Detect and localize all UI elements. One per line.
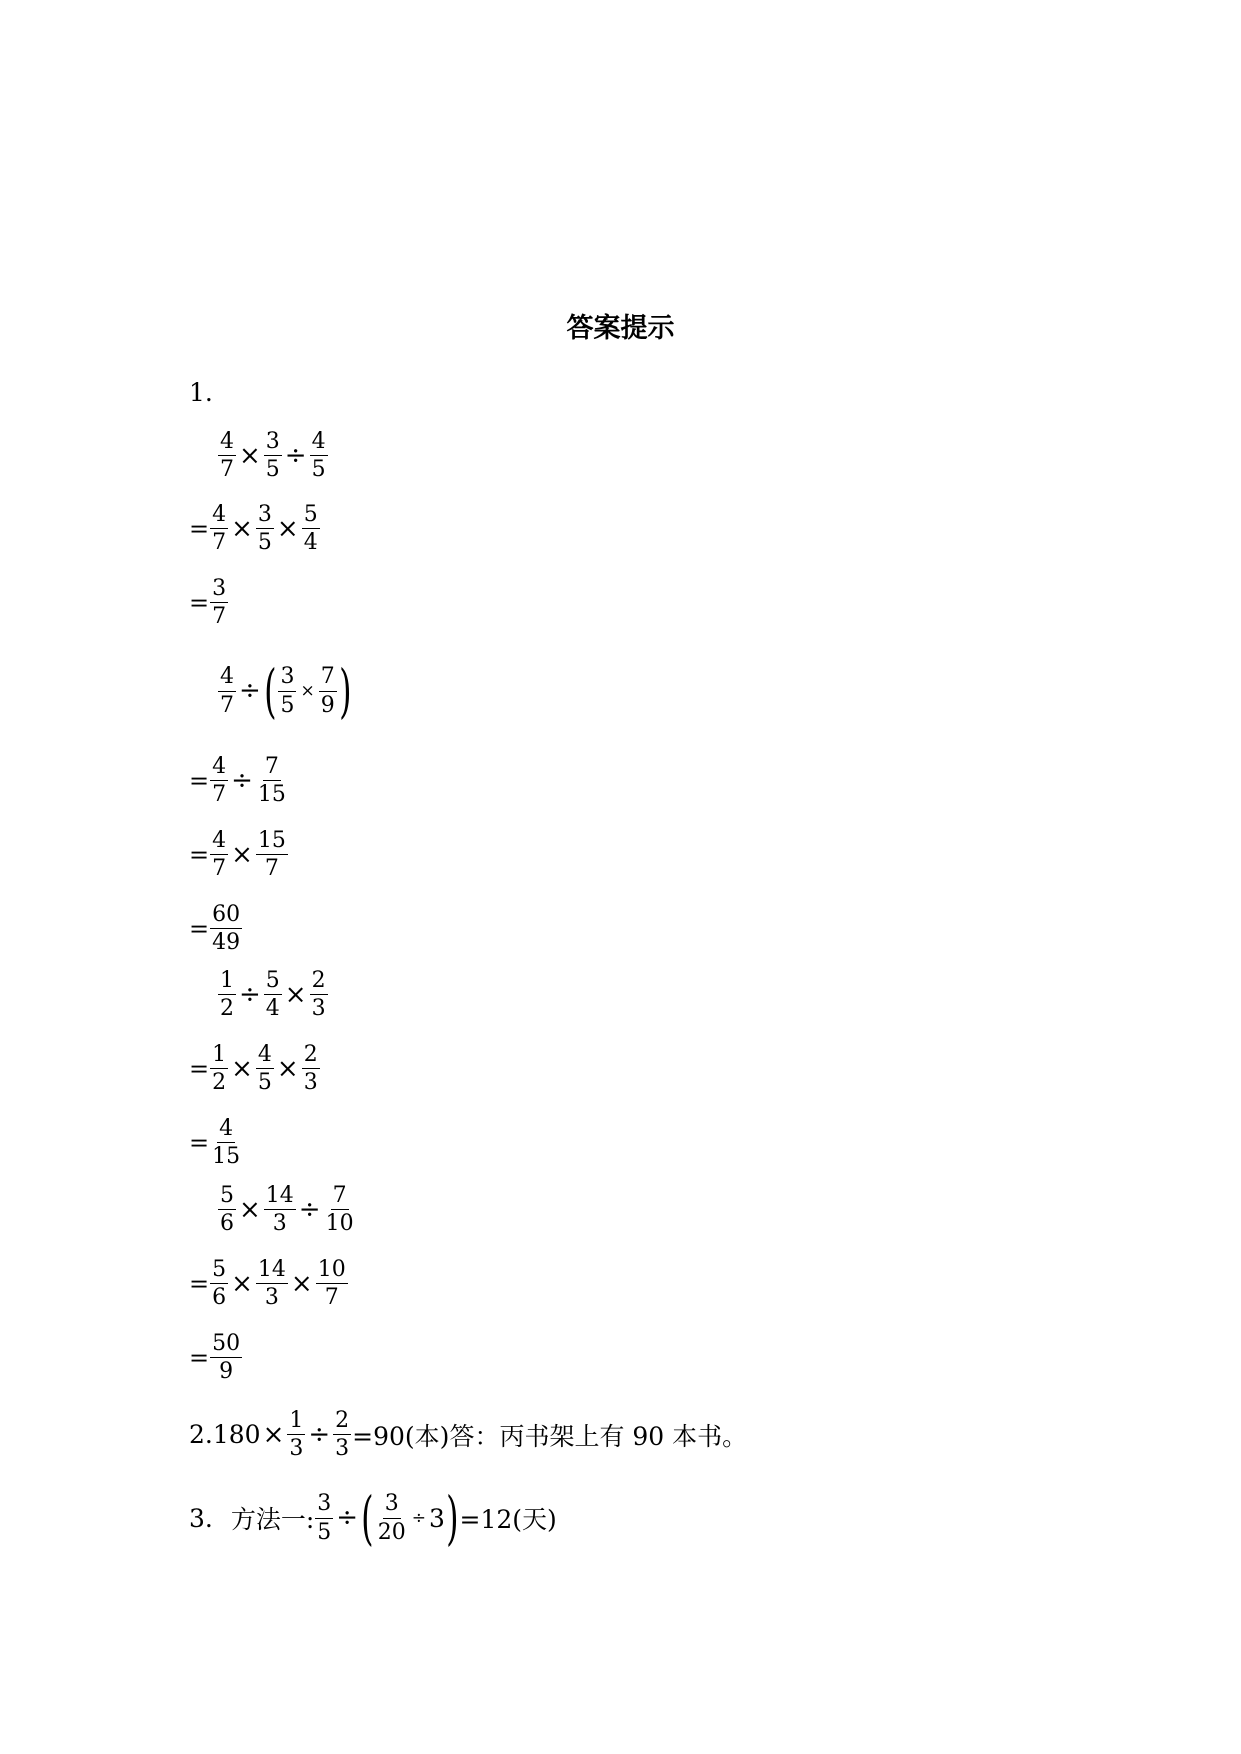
denominator: 3 <box>335 1436 350 1462</box>
equals-sign: = <box>189 588 210 617</box>
denominator: 49 <box>212 930 241 956</box>
numerator: 3 <box>315 1492 333 1518</box>
divide-sign: ÷ <box>411 1508 426 1528</box>
problem-3-result <box>189 1117 243 1168</box>
denominator: 7 <box>212 530 227 556</box>
problem-1-step-1 <box>189 503 321 554</box>
numerator: 3 <box>264 430 282 456</box>
equals-sign: = <box>189 766 210 795</box>
fraction <box>278 665 296 716</box>
denominator: 9 <box>219 1359 234 1385</box>
numerator: 4 <box>256 1043 274 1069</box>
numerator: 4 <box>218 430 236 456</box>
text: 180 <box>212 1420 261 1450</box>
denominator: 10 <box>325 1211 354 1237</box>
numerator: 7 <box>263 755 281 781</box>
problem-2-step-2 <box>189 829 289 880</box>
denominator: 5 <box>280 692 295 718</box>
denominator: 5 <box>311 457 326 483</box>
divide-sign: ÷ <box>336 1503 359 1533</box>
denominator: 3 <box>303 1070 318 1096</box>
fraction <box>210 755 228 806</box>
numerator: 4 <box>310 430 328 456</box>
fraction <box>218 1184 236 1235</box>
numerator: 60 <box>210 903 242 929</box>
denominator: 3 <box>311 996 326 1022</box>
numerator: 10 <box>316 1258 348 1284</box>
denominator: 9 <box>320 692 335 718</box>
equals-sign: = <box>189 514 210 543</box>
denominator: 7 <box>212 856 227 882</box>
denominator: 5 <box>257 1070 272 1096</box>
fraction <box>210 1332 242 1383</box>
denominator: 7 <box>220 692 234 718</box>
denominator: 3 <box>272 1211 287 1237</box>
numerator: 14 <box>264 1184 296 1210</box>
denominator: 4 <box>303 530 318 556</box>
fraction <box>210 577 228 628</box>
times-sign: × <box>300 681 315 701</box>
numerator: 4 <box>210 829 228 855</box>
numerator: 4 <box>218 665 236 691</box>
problem-2-step-1 <box>189 755 289 806</box>
equals-sign: = <box>189 840 210 869</box>
fraction <box>256 503 274 554</box>
denominator: 3 <box>289 1436 304 1462</box>
numerator: 2 <box>333 1409 351 1435</box>
problem-1-expression <box>189 430 329 481</box>
problem-3-expression <box>189 969 329 1020</box>
fraction <box>218 665 236 716</box>
question-3-answer <box>189 1484 557 1552</box>
denominator: 2 <box>212 1070 227 1096</box>
fraction <box>287 1409 305 1460</box>
numerator: 5 <box>210 1258 228 1284</box>
denominator: 7 <box>264 856 279 882</box>
equals-sign: = <box>189 1269 210 1298</box>
numerator: 3 <box>256 503 274 529</box>
fraction <box>256 829 288 880</box>
fraction <box>210 829 228 880</box>
left-paren: ( <box>361 1484 374 1552</box>
divide-sign: ÷ <box>231 765 253 796</box>
times-sign: × <box>239 1194 261 1225</box>
denominator: 6 <box>220 1211 234 1237</box>
equals-sign: = <box>189 1343 210 1372</box>
numerator: 3 <box>383 1492 401 1518</box>
times-sign: × <box>239 440 261 471</box>
right-paren: ) <box>445 1484 459 1552</box>
denominator: 3 <box>264 1285 279 1311</box>
fraction <box>218 969 236 1020</box>
problem-1-result <box>189 577 229 628</box>
problem-4-result <box>189 1332 243 1383</box>
numerator: 5 <box>302 503 320 529</box>
numerator: 14 <box>256 1258 288 1284</box>
question-number: 2. <box>189 1420 213 1450</box>
denominator: 15 <box>257 782 286 808</box>
answer-text: =12(天) <box>459 1505 557 1534</box>
denominator: 7 <box>220 457 234 483</box>
problem-3-step-1 <box>189 1043 321 1094</box>
left-paren: ( <box>263 657 277 725</box>
denominator: 5 <box>257 530 272 556</box>
fraction <box>310 969 328 1020</box>
question-2-answer <box>189 1409 747 1460</box>
fraction <box>256 755 288 806</box>
fraction <box>210 903 242 954</box>
fraction <box>256 1043 274 1094</box>
numerator: 1 <box>287 1409 305 1435</box>
divide-sign: ÷ <box>239 979 261 1010</box>
fraction <box>302 503 320 554</box>
fraction <box>210 1043 228 1094</box>
right-paren: ) <box>338 657 352 725</box>
numerator: 4 <box>210 503 228 529</box>
answer-text: =90(本)答：丙书架上有 90 本书。 <box>352 1421 748 1451</box>
fraction <box>376 1492 408 1543</box>
equals-sign: = <box>189 914 210 943</box>
denominator: 20 <box>377 1519 406 1545</box>
denominator: 4 <box>265 996 280 1022</box>
divide-sign: ÷ <box>298 1194 321 1225</box>
numerator: 4 <box>210 755 228 781</box>
fraction <box>210 1258 228 1309</box>
numerator: 50 <box>210 1332 242 1358</box>
numerator: 3 <box>278 665 296 691</box>
numerator: 2 <box>302 1043 320 1069</box>
times-sign: × <box>276 1053 299 1084</box>
denominator: 7 <box>212 782 227 808</box>
numerator: 15 <box>256 829 288 855</box>
fraction <box>316 1258 348 1309</box>
fraction <box>210 1117 242 1168</box>
fraction <box>315 1492 333 1543</box>
fraction <box>264 969 282 1020</box>
problem-2-result <box>189 903 243 954</box>
text: 方法一: <box>230 1505 315 1534</box>
numerator: 1 <box>210 1043 228 1069</box>
problem-4-expression <box>189 1184 357 1235</box>
divide-sign: ÷ <box>239 676 261 706</box>
fraction <box>324 1184 356 1235</box>
numerator: 3 <box>210 577 228 603</box>
numerator: 1 <box>218 969 236 995</box>
divide-sign: ÷ <box>308 1419 331 1450</box>
fraction <box>218 430 236 481</box>
denominator: 7 <box>324 1285 339 1311</box>
equals-sign: = <box>189 1054 210 1083</box>
fraction <box>310 430 328 481</box>
denominator: 5 <box>265 457 280 483</box>
numerator: 2 <box>310 969 328 995</box>
times-sign: × <box>262 1419 285 1450</box>
times-sign: × <box>276 513 299 544</box>
question-number: 1. <box>189 378 213 407</box>
divide-sign: ÷ <box>284 440 307 471</box>
fraction <box>264 1184 296 1235</box>
times-sign: × <box>231 839 253 870</box>
denominator: 6 <box>212 1285 227 1311</box>
times-sign: × <box>231 1268 253 1299</box>
fraction <box>319 665 337 716</box>
times-sign: × <box>284 979 307 1010</box>
denominator: 7 <box>212 604 227 630</box>
numerator: 7 <box>319 665 337 691</box>
fraction <box>264 430 282 481</box>
fraction <box>210 503 228 554</box>
numerator: 7 <box>331 1184 349 1210</box>
denominator: 15 <box>212 1144 241 1170</box>
times-sign: × <box>231 513 253 544</box>
numerator: 4 <box>217 1117 235 1143</box>
fraction <box>256 1258 288 1309</box>
numerator: 5 <box>264 969 282 995</box>
numerator: 5 <box>218 1184 236 1210</box>
times-sign: × <box>290 1268 313 1299</box>
fraction <box>302 1043 320 1094</box>
equals-sign: = <box>189 1128 210 1157</box>
question-1-label <box>189 378 213 407</box>
fraction <box>333 1409 351 1460</box>
denominator: 2 <box>220 996 234 1022</box>
problem-2-expression <box>189 657 352 725</box>
problem-4-step-1 <box>189 1258 349 1309</box>
text: 3 <box>428 1503 445 1533</box>
times-sign: × <box>231 1053 253 1084</box>
question-number: 3. <box>189 1503 213 1533</box>
page-title: 答案提示 <box>566 313 675 344</box>
denominator: 5 <box>317 1519 332 1545</box>
